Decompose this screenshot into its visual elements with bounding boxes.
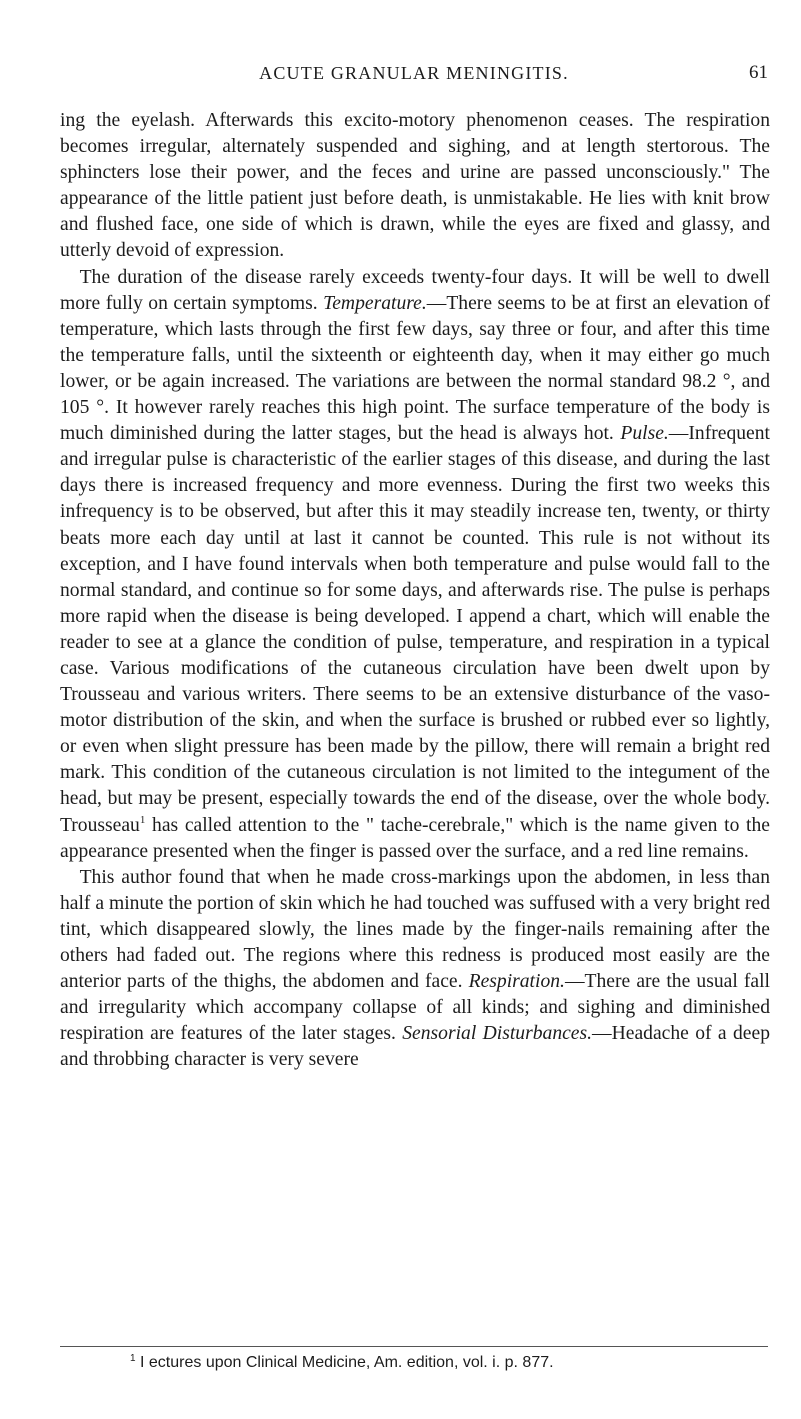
paragraph-3 [60, 865, 770, 1074]
sensorial-disturbances-heading: Sensorial Disturbances. [402, 1023, 593, 1045]
respiration-heading: Respiration. [468, 971, 565, 993]
footnote-marker: 1 [130, 1353, 136, 1364]
paragraph-1 [60, 108, 770, 265]
paragraph-2-text-b: —There seems to be at first an elevation of temperature, which lasts through the first few days, say three or four, and after this time the temperature falls, until the sixteenth or eighteenth day, when it may either go much lower, or be again increased. The variations are between the normal standard 98.2 °, and 105 °. It however rarely reaches this high point. The surface temperature of the body is much diminished during the latter stages, but the head is always hot. [60, 292, 770, 445]
paragraph-2-text-d: has called attention to the " tache-cerebrale," which is the name given to the appearance presented when the finger is passed over the surface, and a red line remains. [60, 814, 770, 862]
paragraph-3-text-a: This author found that when he made cross-markings upon the abdomen, in less than half a minute the portion of skin which he had touched was suffused with a very bright red tint, which disappeared slowly, the lines made by the finger-nails remaining after the others had faded out. The regions where this redness is produced most easily are the anterior parts of the thighs, the abdomen and face. [60, 866, 770, 993]
paragraph-2-text-a: The duration of the disease rarely exceeds twenty-four days. It will be well to dwell more fully on certain symptoms. [60, 266, 770, 314]
paragraph-1-text: ing the eyelash. Afterwards this excito-motory phenomenon ceases. The respiration becomes irregular, alternately suspended and sighing, and at length stertorous. The sphincters lose their power, and the feces and urine are passed unconsciously." The appearance of the little patient just before death, is unmistakable. He lies with knit brow and flushed face, one side of which is drawn, while the eyes are fixed and glassy, and utterly devoid of expression. [60, 110, 770, 262]
paragraph-3-text-c: —Headache of a deep and throbbing character is very severe [60, 1023, 770, 1071]
footnote [130, 1352, 554, 1374]
paragraph-3-text-b: —There are the usual fall and irregularity which accompany collapse of all kinds; and sighing and diminished respiration are features of the later stages. [60, 971, 770, 1045]
footnote-divider [60, 1346, 768, 1347]
temperature-heading: Temperature. [323, 292, 427, 314]
paragraph-2 [60, 265, 770, 865]
footnote-reference: 1 [139, 813, 146, 826]
running-head [60, 60, 768, 86]
paragraph-2-text-c: —Infrequent and irregular pulse is characteristic of the earlier stages of this disease, and during the last days there is increased frequency and more evenness. During the first two weeks this infrequency is to be observed, but after this it may steadily increase ten, twenty, or thirty beats more each day until at last it cannot be counted. This rule is not without its exception, and I have found intervals when both temperature and pulse would fall to the normal standard, and continue so for some days, and afterwards rise. The pulse is perhaps more rapid when the disease is being developed. I append a chart, which will enable the reader to see at a glance the condition of pulse, temperature, and respiration in a typical case. Various modifications of the cutaneous circulation have been dwelt upon by Trousseau and various writers. There seems to be an extensive disturbance of the vaso-motor distribution of the skin, and when the surface is brushed or rubbed ever so lightly, or even when slight pressure has been made by the pillow, there will remain a bright red mark. This condition of the cutaneous circulation is not limited to the integument of the head, but may be present, especially towards the end of the disease, over the whole body. Trousseau [60, 423, 770, 836]
body-text [60, 108, 770, 1073]
running-title: ACUTE GRANULAR MENINGITIS. [259, 63, 569, 83]
footnote-text: I ectures upon Clinical Medicine, Am. edition, vol. i. p. 877. [135, 1354, 554, 1371]
page-number: 61 [749, 62, 768, 83]
pulse-heading: Pulse. [620, 423, 669, 445]
